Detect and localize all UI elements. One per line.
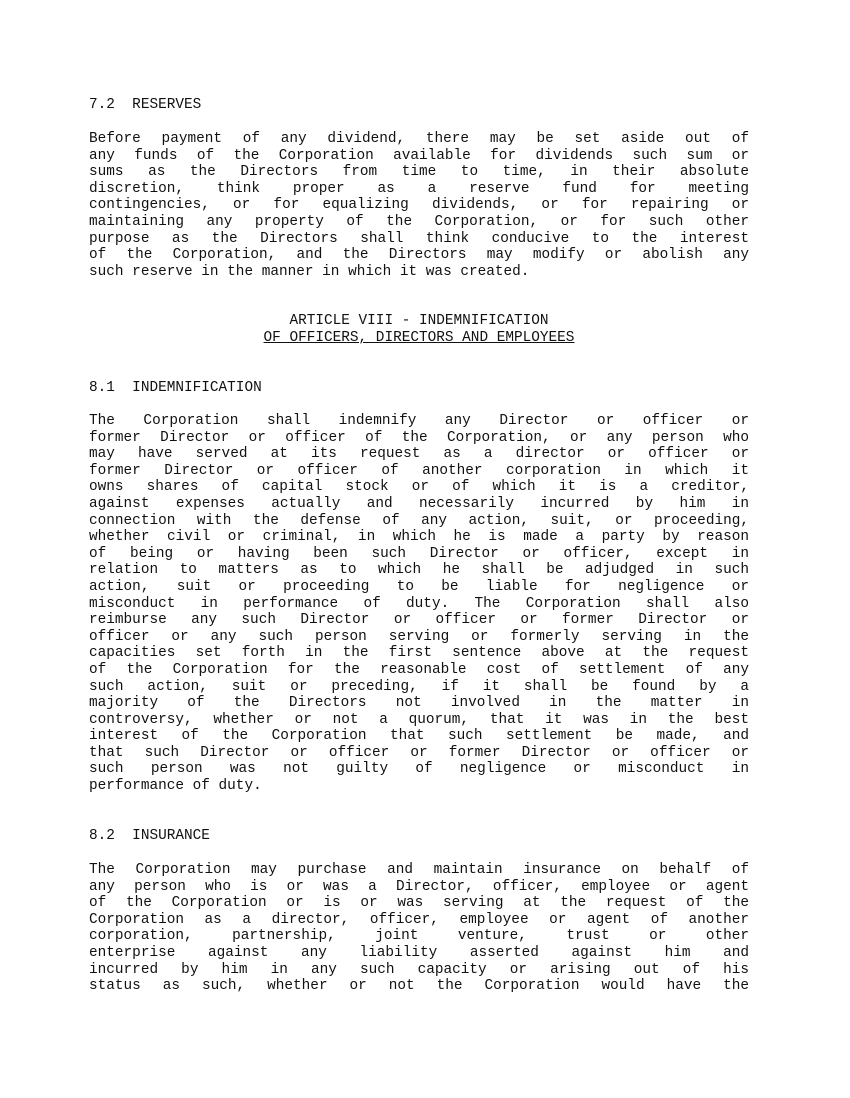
text-line: majority of the Directors not involved in the matter in xyxy=(89,695,749,712)
text-line: performance of duty. xyxy=(89,778,262,795)
text-line: of the Corporation for the reasonable cost of settlement of any xyxy=(89,661,749,678)
text-line: relation to matters as to which he shall be adjudged in such xyxy=(89,562,749,579)
text-line: purpose as the Directors shall think conducive to the interest xyxy=(89,230,749,247)
text-line: may have served at its request as a director or officer or xyxy=(89,446,749,463)
text-line: capacities set forth in the first sentence above at the request xyxy=(89,645,749,662)
text-line: former Director or officer of another corporation in which it xyxy=(89,462,749,479)
text-line: incurred by him in any such capacity or arising out of his xyxy=(89,961,749,978)
text-line: Before payment of any dividend, there may be set aside out of xyxy=(89,131,749,147)
text-line: connection with the defense of any action, suit, or proceeding, xyxy=(89,512,749,529)
text-line: such reserve in the manner in which it was created. xyxy=(89,263,530,280)
section-7-2-heading: 7.2 RESERVES xyxy=(89,97,202,113)
text-line: maintaining any property of the Corporation, or for such other xyxy=(89,213,749,230)
article-8-subtitle xyxy=(89,330,749,347)
section-7-2-paragraph xyxy=(89,131,749,280)
text-line: such person was not guilty of negligence or misconduct in xyxy=(89,761,749,778)
text-line: of the Corporation, and the Directors may modify or abolish any xyxy=(89,247,749,264)
section-8-2-heading: 8.2 INSURANCE xyxy=(89,828,210,844)
text-line: controversy, whether or not a quorum, that it was in the best xyxy=(89,711,749,728)
section-8-1-paragraph xyxy=(89,413,749,795)
text-line: interest of the Corporation that such settlement be made, and xyxy=(89,728,749,745)
section-8-1-heading: 8.1 INDEMNIFICATION xyxy=(89,380,262,396)
text-line: that such Director or officer or former Director or officer or xyxy=(89,744,749,761)
text-line: any person who is or was a Director, officer, employee or agent xyxy=(89,878,749,895)
text-line: officer or any such person serving or formerly serving in the xyxy=(89,628,749,645)
article-8-title: ARTICLE VIII - INDEMNIFICATION xyxy=(289,313,549,329)
text-line: former Director or officer of the Corporation, or any person who xyxy=(89,429,749,446)
section-8-2-paragraph xyxy=(89,862,749,995)
text-line: enterprise against any liability asserted against him and xyxy=(89,944,749,961)
text-line: The Corporation shall indemnify any Director or officer or xyxy=(89,413,749,429)
text-line: such action, suit or preceding, if it shall be found by a xyxy=(89,678,749,695)
text-line: sums as the Directors from time to time, in their absolute xyxy=(89,164,749,181)
text-line: of being or having been such Director or officer, except in xyxy=(89,545,749,562)
text-line: owns shares of capital stock or of which it is a creditor, xyxy=(89,479,749,496)
article-8-subtitle-text: OF OFFICERS, DIRECTORS AND EMPLOYEES xyxy=(263,330,575,346)
text-line: whether civil or criminal, in which he is made a party by reason xyxy=(89,529,749,546)
text-line: Corporation as a director, officer, employee or agent of another xyxy=(89,911,749,928)
text-line: misconduct in performance of duty. The Corporation shall also xyxy=(89,595,749,612)
text-line: action, suit or proceeding to be liable for negligence or xyxy=(89,578,749,595)
text-line: corporation, partnership, joint venture, trust or other xyxy=(89,928,749,945)
text-line: The Corporation may purchase and maintain insurance on behalf of xyxy=(89,862,749,878)
text-line: reimburse any such Director or officer or former Director or xyxy=(89,612,749,629)
text-line: contingencies, or for equalizing dividends, or for repairing or xyxy=(89,197,749,214)
text-line: status as such, whether or not the Corporation would have the xyxy=(89,978,749,995)
text-line: discretion, think proper as a reserve fund for meeting xyxy=(89,180,749,197)
text-line: of the Corporation or is or was serving at the request of the xyxy=(89,895,749,912)
text-line: any funds of the Corporation available for dividends such sum or xyxy=(89,147,749,164)
text-line: against expenses actually and necessarily incurred by him in xyxy=(89,495,749,512)
